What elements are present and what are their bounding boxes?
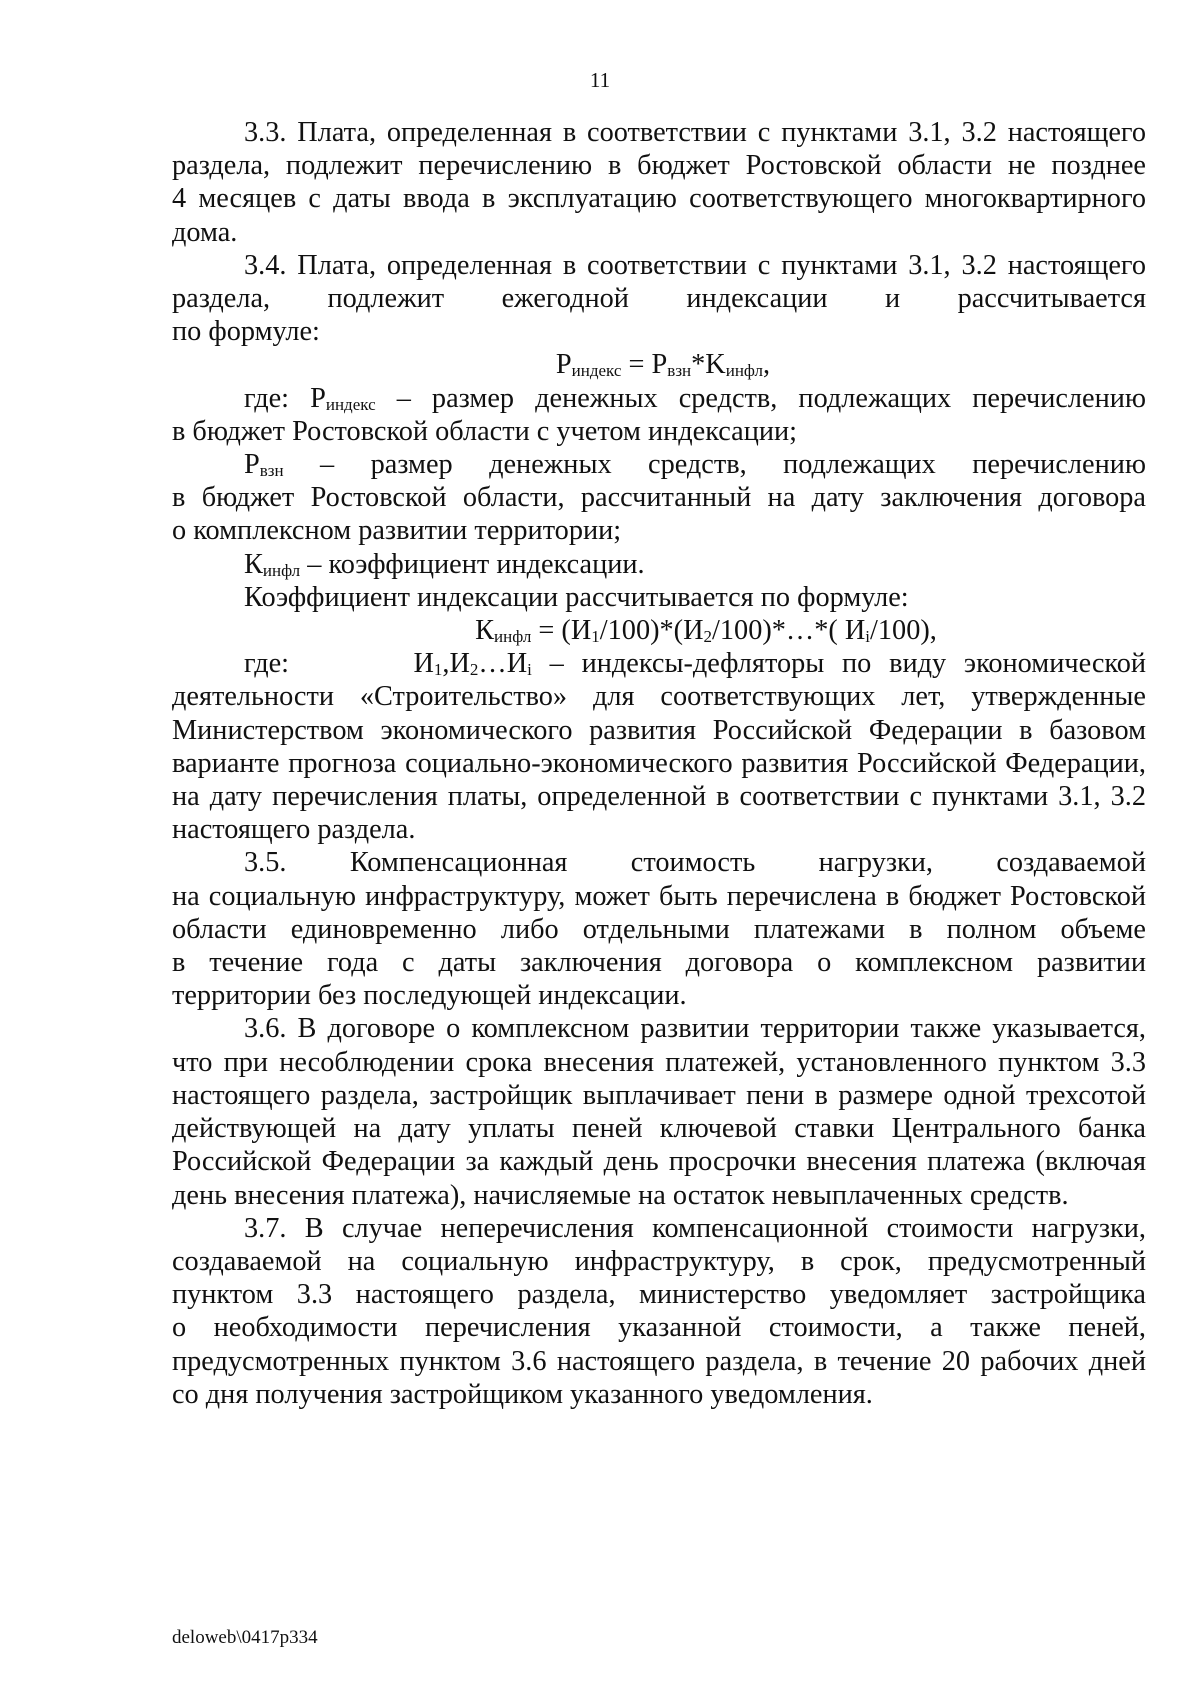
p35-line2: на социальную инфраструктуру, может быть перечислена в бюджет Ростовской bbox=[172, 880, 1146, 912]
where2-line2: деятельности «Строительство» для соответствующих лет, утвержденные bbox=[172, 681, 1146, 713]
document-body bbox=[172, 116, 1146, 1411]
p35-line1: 3.5. Компенсационная стоимость нагрузки, создаваемой bbox=[244, 847, 1146, 879]
where2-line5: на дату перечисления платы, определенной в соответствии с пунктами 3.1, 3.2 bbox=[172, 781, 1146, 813]
p36-line3: настоящего раздела, застройщик выплачивает пени в размере одной трехсотой bbox=[172, 1079, 1146, 1111]
p36-line4: действующей на дату уплаты пеней ключевой ставки Центрального банка bbox=[172, 1113, 1146, 1145]
p33-line3: 4 месяцев с даты ввода в эксплуатацию соответствующего многоквартирного bbox=[172, 183, 1146, 215]
footer-doc-code: deloweb\0417p334 bbox=[172, 1627, 318, 1648]
p35-line4: в течение года с даты заключения договора о комплексном развитии bbox=[172, 947, 1146, 979]
p33-line1: 3.3. Плата, определенная в соответствии с пунктами 3.1, 3.2 настоящего bbox=[244, 117, 1146, 148]
where1-line5: о комплексном развитии территории; bbox=[172, 515, 622, 547]
where1-line4: в бюджет Ростовской области, рассчитанный на дату заключения договора bbox=[172, 482, 1146, 514]
p36-line2: что при несоблюдении срока внесения платежей, установленного пунктом 3.3 bbox=[172, 1046, 1146, 1078]
p37-line1: 3.7. В случае неперечисления компенсационной стоимости нагрузки, bbox=[244, 1212, 1146, 1244]
p37-line6: со дня получения застройщиком указанного уведомления. bbox=[172, 1378, 873, 1410]
where2-line4: варианте прогноза социально-экономического развития Российской Федерации, bbox=[172, 747, 1146, 779]
where2-line3: Министерством экономического развития Российской Федерации в базовом bbox=[172, 714, 1146, 746]
p37-line5: предусмотренных пунктом 3.6 настоящего раздела, в течение 20 рабочих дней bbox=[172, 1345, 1146, 1377]
formula-k-infl: $К_{инфл}$ = $(И_1/100)*(И_2/100)*\dots*$( $И_i/100$), bbox=[475, 615, 937, 647]
p35-line5: территории без последующей индексации. bbox=[172, 980, 687, 1012]
p36-line6: день внесения платежа), начисляемые на остаток невыплаченных средств. bbox=[172, 1179, 1069, 1211]
p34-line3: по формуле: bbox=[172, 316, 320, 348]
where1-kinfl: $К_{инфл}$ – коэффициент индексации. bbox=[244, 548, 645, 580]
p34-line1: 3.4. Плата, определенная в соответствии с пунктами 3.1, 3.2 настоящего bbox=[244, 249, 1146, 281]
p33-line4: дома. bbox=[172, 216, 238, 248]
where2-line6: настоящего раздела. bbox=[172, 814, 416, 846]
p36-line5: Российской Федерации за каждый день просрочки внесения платежа (включая bbox=[172, 1146, 1146, 1178]
page-number: 11 bbox=[589, 68, 611, 92]
formula-p-index: $P_{индекс} = P_{взн}*K_{инфл}$, bbox=[555, 349, 771, 381]
where1-line2: в бюджет Ростовской области с учетом индексации; bbox=[172, 415, 797, 447]
p35-line3: области единовременно либо отдельными платежами в полном объеме bbox=[172, 913, 1146, 945]
p34-line2: раздела, подлежит ежегодной индексации и рассчитывается bbox=[172, 283, 1146, 315]
p37-line4: о необходимости перечисления указанной стоимости, а также пеней, bbox=[172, 1312, 1146, 1344]
where2-line1: где: $И_1,И_2\dots И_i$ – индексы-дефляторы по виду экономической bbox=[244, 648, 1146, 680]
p36-line1: 3.6. В договоре о комплексном развитии территории также указывается, bbox=[244, 1013, 1146, 1045]
p37-line2: создаваемой на социальную инфраструктуру, в срок, предусмотренный bbox=[172, 1245, 1146, 1277]
where1-coef-line: Коэффициент индексации рассчитывается по формуле: bbox=[244, 581, 909, 613]
where1-pvzn: $P_{взн}$ – размер денежных средств, подлежащих перечислению bbox=[244, 449, 1146, 481]
p33-line2: раздела, подлежит перечислению в бюджет Ростовской области не позднее bbox=[172, 150, 1146, 182]
p37-line3: пунктом 3.3 настоящего раздела, министерство уведомляет застройщика bbox=[172, 1279, 1146, 1311]
where1-line1: где: $P_{индекс}$ – размер денежных средств, подлежащих перечислению bbox=[244, 382, 1147, 414]
